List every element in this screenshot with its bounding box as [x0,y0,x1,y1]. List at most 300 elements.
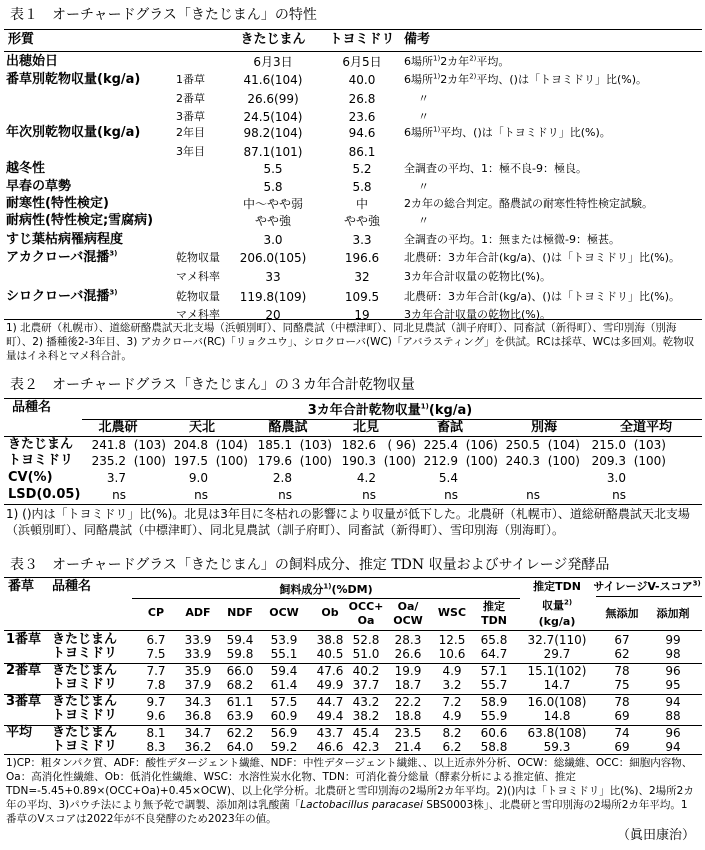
table2-ratio: (100) [465,454,498,468]
table1-row-label [6,180,71,194]
table2-group-sup: 1) [420,402,429,411]
table2-value: 190.3 [341,454,376,468]
table3-footnote-species: Lactobacillus paracasei [300,799,423,811]
table3-vscore-col-none: 無添加 [605,607,639,620]
table3-feed-value: 18.8 [394,709,422,723]
table2-group-unit: (kg/a) [428,403,473,418]
table3-feed-value: 57.5 [270,695,298,709]
table2-group-label: 3カ年合計乾物収量 [307,403,421,418]
table3-feed-value: 19.9 [394,664,422,678]
table2-row-name: きたじまん [8,437,74,452]
table2-row-name: CV(%) [8,470,53,485]
table3-feed-value: 33.9 [184,633,212,647]
table2-ratio: ( 96) [387,438,416,452]
table2-ratio: (100) [547,454,580,468]
table1-row-note-sup2: 2) [469,54,477,63]
table1-row-toyo: 19 [354,308,370,322]
table3-vscore-additive: 99 [665,633,681,647]
table2-ratio: (103) [299,438,332,452]
table3-feed-value: 18.7 [394,678,422,692]
table1-row-kita: 26.6(99) [247,92,299,106]
table1-row-toyo: 3.3 [352,233,372,247]
table2-value: 212.9 [423,454,458,468]
table1-row-sub: 3番草 [176,110,205,123]
table3-feed-value: 59.4 [270,664,298,678]
table2-bottom-rule [4,504,702,505]
table1-row-toyo: 26.8 [348,92,376,106]
table1-row-sub: マメ科率 [176,270,220,283]
table3-feed-col-header: OCC+ [348,600,384,613]
table3-feed-value: 55.1 [270,647,298,661]
table2-row-name: トヨミドリ [8,453,74,468]
table1-row-note [404,233,620,247]
author-credit: （眞田康治） [616,828,695,843]
table3-row-name: トヨミドリ [52,646,118,661]
table1-row-label-sup: 3) [109,288,118,297]
table3-feed-value: 36.8 [184,709,212,723]
table3-feed-col-header: Oa/ [397,600,419,613]
table1-row-sub: 3年目 [176,145,205,158]
table3-cut-label: 2番草 [6,663,42,678]
table3-feed-value: 46.6 [316,740,344,754]
table1-header-rule [4,51,702,52]
table3-feed-value: 8.3 [146,740,166,754]
table2-value: ns [278,488,292,502]
table3-feed-value: 59.4 [226,633,254,647]
table1-row-note [404,290,680,304]
table2-ratio: (104) [547,438,580,452]
table2-value: ns [194,488,208,502]
table2-value: 3.0 [606,471,626,485]
table3-feed-value: 35.9 [184,664,212,678]
table3-tdn-head: 推定TDN [533,580,581,593]
table3-row-name: トヨミドリ [52,739,118,754]
table1-row-kita: 中～やや弱 [242,197,303,211]
table3-vscore-additive: 94 [665,695,681,709]
table3-vscore-none: 75 [614,678,630,692]
table3-top-rule [4,577,702,578]
table3-feed-value: 33.9 [184,647,212,661]
table1-row-note-rest: 2カ年 [440,73,470,86]
table3-feed-value: 40.2 [352,664,380,678]
table3-feed-value: 8.2 [442,726,462,740]
table3-feed-value: 36.2 [184,740,212,754]
table2-value: 235.2 [91,454,126,468]
table1-header-note: 備考 [404,32,431,47]
table1-row-kita: 87.1(101) [243,145,303,159]
table3-vscore-additive: 96 [665,726,681,740]
table1-row-kita: 24.5(104) [243,110,303,124]
table2-site-header: 全道平均 [619,420,672,435]
table1-row-note-text: 全調査の平均。1：無または極微-9：極甚。 [404,233,620,246]
table2-ratio: (103) [633,438,666,452]
table2-value: 2.8 [272,471,292,485]
table3-feed-value: 12.5 [438,633,466,647]
table1-row-kita: 20 [265,308,281,322]
table3-vscore-none: 69 [614,740,630,754]
table1-header-trait: 形質 [8,32,35,47]
table2-value: 215.0 [591,438,626,452]
table3-tdn-yield: 29.7 [543,647,571,661]
table1-row-note [404,73,647,87]
table2-ratio: (100) [383,454,416,468]
table3-cut-label: 1番草 [6,632,42,647]
table3-vscore-additive: 98 [665,647,681,661]
table2-value: 179.6 [257,454,292,468]
table3-vscore-none: 78 [614,695,630,709]
table1-row-label-text: 番草別乾物収量(kg/a) [6,72,141,87]
table3-feed-col-header2: Oa [357,614,375,627]
table3-feed-group [132,583,520,597]
table3-tdn-yield: 16.0(108) [527,695,587,709]
table1-row-note-text: 〃 [418,180,429,193]
table1-header-toyo: トヨミドリ [329,32,395,47]
table1-row-note-text: 北農研：3カ年合計(kg/a)、()は「トヨミドリ」比(%)。 [404,251,680,264]
table3-feed-value: 58.9 [480,695,508,709]
table1-row-kita: 206.0(105) [239,251,307,265]
table1-row-kita: 3.0 [263,233,283,247]
table1-row-note [418,214,429,228]
table3-feed-value: 38.8 [316,633,344,647]
table1-row-label-text: 年次別乾物収量(kg/a) [6,125,141,140]
table2-header-variety: 品種名 [12,400,52,415]
table3-feed-value: 52.8 [352,633,380,647]
table3-feed-value: 6.2 [442,740,462,754]
table1-row-label-text: アカクローバ混播 [6,250,110,265]
table3-feed-value: 26.6 [394,647,422,661]
table1-row-note-text: 6場所 [404,126,433,139]
table1-row-label-text: すじ葉枯病罹病程度 [6,232,124,247]
table1-row-kita: やや強 [254,214,291,228]
table3-feed-col-header: 推定 [483,600,505,613]
table3-feed-value: 8.1 [146,726,166,740]
table3-vscore-rule [596,596,702,597]
table3-cut-label: 平均 [6,725,33,740]
table3-feed-value: 23.5 [394,726,422,740]
table2-value: ns [112,488,126,502]
table3-feed-value: 22.2 [394,695,422,709]
table3-vscore-additive: 96 [665,664,681,678]
table3-footnote-a: 1)CP：粗タンパク質、ADF：酸性デタージェント繊維、NDF：中性デタージェント繊維、、以上近赤外分析、OCW：総繊維、OCC：細胞内容物、Oa：高消化性繊維、Ob：低消化性繊維、WSC：水溶性炭水化物、TDN：可消化養分総量（酵素分析による推定値、推定TDN=-5.45+0.89×(OCC+Oa)+0.45×OCW)、以上化学分析。北農研と雪印別海の2場所2カ年平均。2)()内は「トヨミドリ」比(%)、2場所2カ年の平均、3)パウチ法により無予乾で調製、添加剤は乳酸菌「 [6,757,694,811]
table3-feed-value: 21.4 [394,740,422,754]
table1-row-sub: 乾物収量 [176,251,220,264]
table3-feed-value: 9.6 [146,709,166,723]
table3-feed-value: 59.2 [270,740,298,754]
table3-vscore-none: 74 [614,726,630,740]
table3-feed-value: 68.2 [226,678,254,692]
table3-feed-value: 62.2 [226,726,254,740]
table1-row-note-text: 〃 [418,214,429,227]
table3-feed-value: 56.9 [270,726,298,740]
table3-feed-value: 51.0 [352,647,380,661]
table2-row-name: LSD(0.05) [8,487,81,502]
table1-row-label-text: 耐病性(特性検定;雪腐病) [6,213,154,228]
table3-row-name: きたじまん [52,694,118,709]
table3-feed-value: 59.8 [226,647,254,661]
table3-cut-label: 3番草 [6,694,42,709]
table1-row-note [404,197,653,211]
table3-feed-value: 49.4 [316,709,344,723]
table1-caption: 表１ オーチャードグラス「きたじまん」の特性 [10,7,317,23]
table1-row-sub: マメ科率 [176,308,220,321]
table3-vscore-none: 69 [614,709,630,723]
table1-row-toyo: やや強 [343,214,380,228]
table3-tdn-head2 [522,599,592,613]
table3-feed-col-header: ADF [185,606,211,619]
table1-row-note-text: 〃 [418,92,429,105]
table3-feed-col-header: Ob [321,606,339,619]
table3-vscore-additive: 95 [665,678,681,692]
table1-row-label-text: 耐寒性(特性検定) [6,196,109,211]
table3-feed-value: 45.4 [352,726,380,740]
table3-row-name: きたじまん [52,725,118,740]
table3-feed-value: 64.7 [480,647,508,661]
table1-row-note [404,126,611,140]
table3-feed-value: 38.2 [352,709,380,723]
table2-value: 204.8 [173,438,208,452]
table1-row-label [6,126,140,140]
table3-feed-value: 6.7 [146,633,166,647]
table3-feed-label: 飼料成分 [279,583,324,596]
table3-vscore-none: 62 [614,647,630,661]
table3-feed-value: 7.2 [442,695,462,709]
table3-feed-sup: 1) [323,582,332,591]
table3-tdn-yield: 14.7 [543,678,571,692]
table1-row-toyo: 40.0 [348,73,376,87]
table2-value: 250.5 [505,438,540,452]
table1-row-label [6,233,123,247]
table3-bottom-rule [4,754,702,755]
table1-row-label-text: 早春の草勢 [6,179,72,194]
table2-value: 225.4 [423,438,458,452]
table1-row-label [6,73,140,87]
table3-row-name: きたじまん [52,632,118,647]
table1-row-toyo: 23.6 [348,110,376,124]
table1-row-kita: 5.5 [263,162,283,176]
table3-feed-value: 58.8 [480,740,508,754]
table2-site-header: 別海 [530,420,557,435]
table1-row-label-sup: 3) [109,249,118,258]
table2-footnote: 1) ()内は「トヨミドリ」比(%)。北見は3年目に冬枯れの影響により収量が低下した。北農研（札幌市）、道総研酪農試天北支場（浜頓別町）、同酪農試（中標津町）、同北見農試（訓子府町）、同畜試（新得町）、雪印別海（別海町）。 [6,507,690,537]
table3-feed-value: 63.9 [226,709,254,723]
table3-tdn-sup: 2) [563,598,573,607]
table3-feed-value: 66.0 [226,664,254,678]
table2-value: ns [362,488,376,502]
table1-row-kita: 119.8(109) [239,290,307,304]
table3-tdn-yield: 15.1(102) [527,664,587,678]
table1-row-toyo: 196.6 [344,251,380,265]
table1-row-note [418,92,429,106]
table3-vscore-label: サイレージV-スコア [593,580,693,593]
table3-tdn-yield: 32.7(110) [527,633,587,647]
table3-feed-value: 55.9 [480,709,508,723]
table3-feed-value: 49.9 [316,678,344,692]
table2-header-rule [4,436,702,437]
table2-value: 241.8 [91,438,126,452]
table1-row-note-end: 平均。 [476,55,510,68]
table1-row-note-rest: 平均、()は「トヨミドリ」比(%)。 [440,126,611,139]
table2-value: ns [526,488,540,502]
table3-feed-col-header2: OCW [393,614,423,627]
table3-feed-value: 4.9 [442,664,462,678]
table3-feed-value: 42.3 [352,740,380,754]
table2-ratio: (100) [133,454,166,468]
table1-row-kita: 41.6(104) [243,73,303,87]
table3-feed-value: 61.4 [270,678,298,692]
table2-value: 240.3 [505,454,540,468]
table1-row-label [6,55,58,69]
table2-ratio: (103) [133,438,166,452]
table1-row-label [6,162,45,176]
table1-row-note-sup: 1) [433,72,441,81]
table2-header-group [82,404,698,418]
table1-top-rule [4,29,702,30]
table1-row-note-text: 2カ年の総合判定。酪農試の耐寒性特性検定試験。 [404,197,653,210]
table3-feed-unit: (%DM) [331,583,373,596]
table3-feed-value: 57.1 [480,664,508,678]
table1-row-note [404,55,509,69]
table3-feed-col-header2: TDN [481,614,507,627]
table2-value: 4.2 [356,471,376,485]
table3-feed-value: 61.1 [226,695,254,709]
table1-row-kita: 5.8 [263,180,283,194]
table3-feed-col-header: CP [147,606,165,619]
table2-site-header: 畜試 [436,420,463,435]
table3-vscore-none: 78 [614,664,630,678]
table1-row-note-text: 〃 [418,110,429,123]
table2-site-header: 天北 [188,420,215,435]
table3-tdn-yield: 63.8(108) [527,726,587,740]
table1-row-label-text: シロクローバ混播 [6,289,110,304]
table3-feed-value: 7.8 [146,678,166,692]
table3-feed-value: 65.8 [480,633,508,647]
table1-row-note [404,251,680,265]
table3-feed-value: 37.7 [352,678,380,692]
table3-feed-value: 7.5 [146,647,166,661]
table3-feed-value: 64.0 [226,740,254,754]
table1-row-note [404,162,587,176]
table1-row-note-text: 6場所 [404,55,433,68]
table1-row-note-text: 全調査の平均、1：極不良-9：極良。 [404,162,587,175]
table3-feed-value: 37.9 [184,678,212,692]
table3-footnote [6,756,698,826]
table1-row-note-text: 6場所 [404,73,433,86]
table1-row-toyo: 86.1 [348,145,376,159]
table3-feed-rule [132,598,520,599]
table3-header-cut: 番草 [8,579,35,594]
table2-value: 3.7 [106,471,126,485]
table3-feed-value: 43.7 [316,726,344,740]
table3-caption: 表３ オーチャードグラス「きたじまん」の飼料成分、推定 TDN 収量およびサイレージ発酵品 [10,557,610,573]
table3-row-name: きたじまん [52,663,118,678]
table3-vscore-none: 67 [614,633,630,647]
table3-vscore-head [592,580,702,594]
table3-feed-value: 34.3 [184,695,212,709]
table3-vscore-sup: 3) [692,579,701,588]
table1-row-note-text: 3カ年合計収量の乾物比(%)。 [404,270,552,283]
table1-row-label [6,197,109,211]
table1-row-label-text: 越冬性 [6,161,46,176]
table1-row-note-end: 平均、()は「トヨミドリ」比(%)。 [476,73,647,86]
table3-feed-col-header: WSC [437,606,467,619]
table1-row-kita: 33 [265,270,281,284]
table3-feed-value: 60.6 [480,726,508,740]
table1-row-kita: 6月3日 [253,55,293,69]
table3-feed-value: 34.7 [184,726,212,740]
table3-feed-value: 55.7 [480,678,508,692]
table2-value: 185.1 [257,438,292,452]
table3-feed-value: 60.9 [270,709,298,723]
table2-ratio: (104) [215,438,248,452]
table3-feed-value: 47.6 [316,664,344,678]
table1-row-sub: 乾物収量 [176,290,220,303]
table2-site-header: 酪農試 [268,420,308,435]
table3-feed-value: 3.2 [442,678,462,692]
table1-row-label [6,214,153,228]
table1-row-note [418,110,429,124]
table1-row-sub: 2番草 [176,92,205,105]
table3-feed-value: 40.5 [316,647,344,661]
table1-row-note-rest: 2カ年 [440,55,470,68]
table2-value: ns [612,488,626,502]
table2-value: 182.6 [341,438,376,452]
table1-row-note-text: 北農研：3カ年合計(kg/a)、()は「トヨミドリ」比(%)。 [404,290,680,303]
table2-value: 9.0 [188,471,208,485]
table1-row-note-text: 3カ年合計収量の乾物比(%)。 [404,308,552,321]
table3-vscore-additive: 88 [665,709,681,723]
table1-row-sub: 1番草 [176,73,205,86]
table3-feed-value: 43.2 [352,695,380,709]
table3-feed-value: 7.7 [146,664,166,678]
table3-tdn-yield: 14.8 [543,709,571,723]
table3-feed-value: 44.7 [316,695,344,709]
table1-row-label [6,290,117,304]
table3-feed-value: 10.6 [438,647,466,661]
table1-row-kita: 98.2(104) [243,126,303,140]
table2-site-header: 北農研 [98,420,138,435]
table2-value: 209.3 [591,454,626,468]
table3-feed-value: 9.7 [146,695,166,709]
table1-row-toyo: 中 [355,197,368,211]
table3-header-variety: 品種名 [52,579,92,594]
table1-row-label [6,251,117,265]
table2-ratio: (100) [299,454,332,468]
table3-vscore-additive: 94 [665,740,681,754]
table1-bottom-rule [4,319,702,320]
table3-feed-value: 4.9 [442,709,462,723]
table1-row-note [404,270,551,284]
table3-tdn-yield: 59.3 [543,740,571,754]
table1-row-note [418,180,429,194]
table1-row-note-sup: 1) [433,54,441,63]
table1-row-toyo: 5.2 [352,162,372,176]
table1-row-toyo: 109.5 [344,290,380,304]
table1-footnote: 1) 北農研（札幌市）、道総研酪農試天北支場（浜頓別町）、同酪農試（中標津町）、同北見農試（訓子府町）、同畜試（新得町）、雪印別海（別海町）、2) 播種後2-3年目、3) アカクローバ(RC)「リョクユウ」、シロクローバ(WC)「アバラスティング」を供試。RCは採草、WCは多回刈。乾物収量はイネ科とマメ科合計。 [6,322,695,362]
table2-value: ns [444,488,458,502]
table1-row-toyo: 5.8 [352,180,372,194]
table3-vscore-col-additive: 添加剤 [656,607,690,620]
table1-row-note-sup2: 2) [469,72,477,81]
table3-header-rule [4,630,702,631]
table2-ratio: (100) [633,454,666,468]
table2-value: 5.4 [438,471,458,485]
table3-row-name: トヨミドリ [52,708,118,723]
table2-ratio: (100) [215,454,248,468]
table3-tdn-unit: (kg/a) [538,615,576,628]
table1-row-toyo: 94.6 [348,126,376,140]
table3-feed-value: 28.3 [394,633,422,647]
table1-row-label-text: 出穂始日 [6,54,59,69]
